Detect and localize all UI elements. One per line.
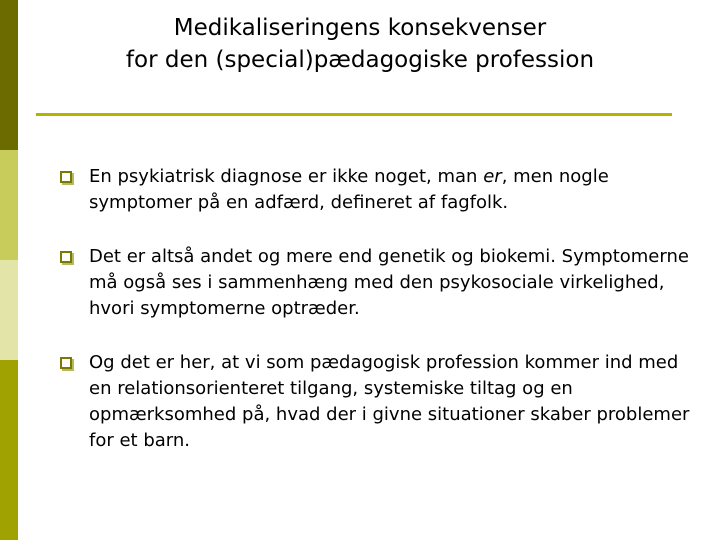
bullet-1-emphasis: er xyxy=(483,166,502,187)
bullet-item-3 xyxy=(60,350,700,454)
hollow-square-icon xyxy=(60,251,72,263)
slide-title xyxy=(40,12,680,76)
bullet-1-text-start: En psykiatrisk diagnose er ikke noget, man xyxy=(89,166,484,187)
slide-title-line-1: Medikaliseringens konsekvenser xyxy=(173,15,547,41)
bullet-item-1 xyxy=(60,164,700,216)
sidebar-band-dark xyxy=(0,0,18,150)
sidebar-band-light xyxy=(0,260,18,360)
sidebar-band-accent xyxy=(0,360,18,540)
hollow-square-icon xyxy=(60,171,72,183)
bullet-item-2 xyxy=(60,244,700,322)
hollow-square-icon xyxy=(60,357,72,369)
sidebar-band-mid xyxy=(0,150,18,260)
bullet-2-text: Det er altså andet og mere end genetik og biokemi. Symptomerne må også ses i sammenhæng med den psykosociale virkelighed, hvori symptomerne optræder. xyxy=(89,246,689,319)
bullet-1-text-end: , men nogle symptomer på en adfærd, defineret af fagfolk. xyxy=(89,166,609,213)
bullet-list xyxy=(60,164,700,482)
bullet-3-text: Og det er her, at vi som pædagogisk profession kommer ind med en relationsorienteret tilgang, systemiske tiltag og en opmærksomhed på, hvad der i givne situationer skaber problemer for et barn. xyxy=(89,352,690,451)
slide-title-line-2: for den (special)pædagogiske profession xyxy=(125,47,595,73)
title-divider xyxy=(36,113,672,116)
